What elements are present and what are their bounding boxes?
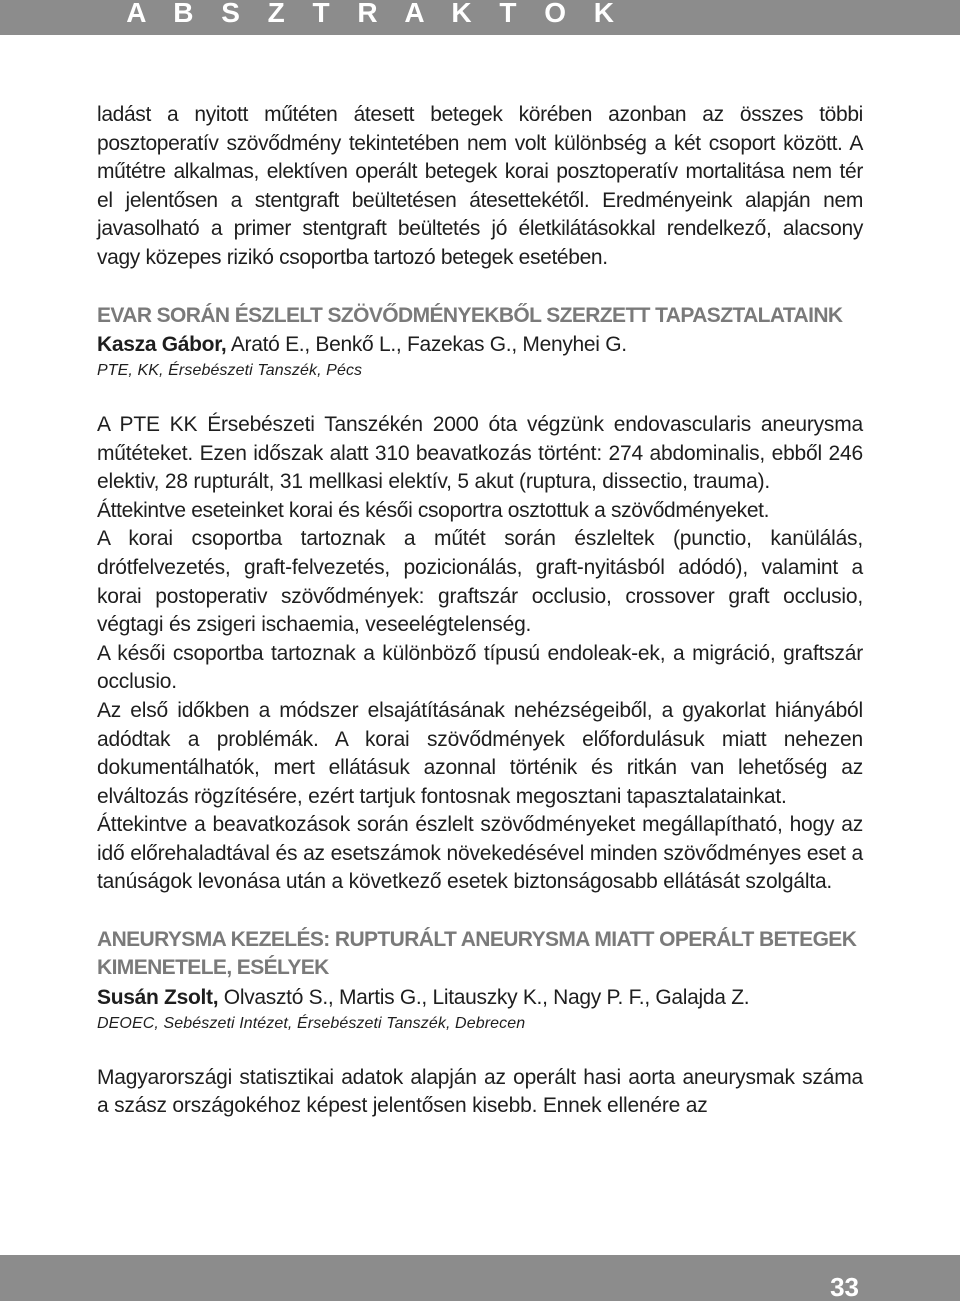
abstract-authors [97,330,863,359]
body-paragraph: A PTE KK Érsebészeti Tanszékén 2000 óta végzünk endovascularis aneurysma műtéteket. Ezen időszak alatt 310 beavatkozás történt: 274 abdominalis, ebből 246 elektiv, 28 rupturált, 31 mellkasi elektív, 5 akut (ruptura, dissectio, trauma). [97,412,863,494]
body-paragraph: Áttekintve eseteinket korai és késői csoportra osztottuk a szövődményeket. [97,498,770,522]
body-paragraph: Áttekintve a beavatkozások során észlelt szövődményeket megállapítható, hogy az idő előrehaladtával és az esetszámok növekedésével minden szövődményes eset a tanúságok levonása után a következő esetek biztonságosabb ellátását szolgálta. [97,813,863,894]
running-header-title: A B S Z T R A K T O K [126,0,624,28]
abstract-evar [97,302,863,898]
abstract-rupture [97,926,863,1121]
body-paragraph: A korai csoportba tartoznak a műtét során észleltek (punctio, kanülálás, drótfelvezetés, graft-felvezetés, pozicionálás, graft-nyitásból adódó), valamint a korai postoperativ szövődmények: graftszár occlusio, crossover graft occlusio, végtagi és zsigeri ischaemia, veseelégtelenség. [97,527,863,637]
page-number: 33 [830,1272,859,1302]
abstract-body [97,411,863,897]
intro-paragraph: ladást a nyitott műtéten átesett betegek körében azonban az összes többi posztoperatív szövődmény tekintetében nem volt különbség a két csoport között. A műtétre alkalmas, elektíven operált betegek korai posztoperatív mortalitása nem tér el jelentősen a stentgraft beültetésen átesettekétől. Eredményeink alapján nem javasolható a primer stentgraft beültetés jó életkilátásokkal rendelkező, alacsony vagy közepes rizikó csoportba tartozó betegek esetében. [97,103,863,269]
abstract-title: EVAR SORÁN ÉSZLELT SZÖVŐDMÉNYEKBŐL SZERZETT TAPASZTALATAINK [97,303,843,327]
abstract-body [97,1064,863,1121]
abstract-affiliation: PTE, KK, Érsebészeti Tanszék, Pécs [97,361,363,379]
lead-author: Susán Zsolt, [97,985,219,1009]
abstract-affiliation: DEOEC, Sebészeti Intézet, Érsebészeti Tanszék, Debrecen [97,1014,526,1032]
lead-author: Kasza Gábor, [97,332,227,356]
abstract-authors [97,983,863,1012]
body-paragraph: Az első időkben a módszer elsajátításának nehézségeiből, a gyakorlat hiányából adódtak a problémák. A korai szövődmények előfordulásuk miatt nehezen dokumentálhatók, mert ellátásuk azonnal történik és ritkán van lehetőség az elváltozás rögzítésére, ezért tartjuk fontosnak megosztani tapasztalatainkat. [97,698,863,808]
body-paragraph: Magyarországi statisztikai adatok alapján az operált hasi aorta aneurysmak száma a szász országokéhoz képest jelentősen kisebb. Ennek ellenére az [97,1065,863,1118]
coauthors: Arató E., Benkő L., Fazekas G., Menyhei G. [226,332,627,356]
footer-bar [0,1255,960,1301]
body-paragraph: A késői csoportba tartoznak a különböző típusú endoleak-ek, a migráció, graftszár occlusio. [97,641,863,694]
abstract-title: ANEURYSMA KEZELÉS: RUPTURÁLT ANEURYSMA MIATT OPERÁLT BETEGEK KIMENETELE, ESÉLYEK [97,928,857,980]
page-content [97,101,863,1121]
coauthors: Olvasztó S., Martis G., Litauszky K., Nagy P. F., Galajda Z. [218,985,750,1009]
